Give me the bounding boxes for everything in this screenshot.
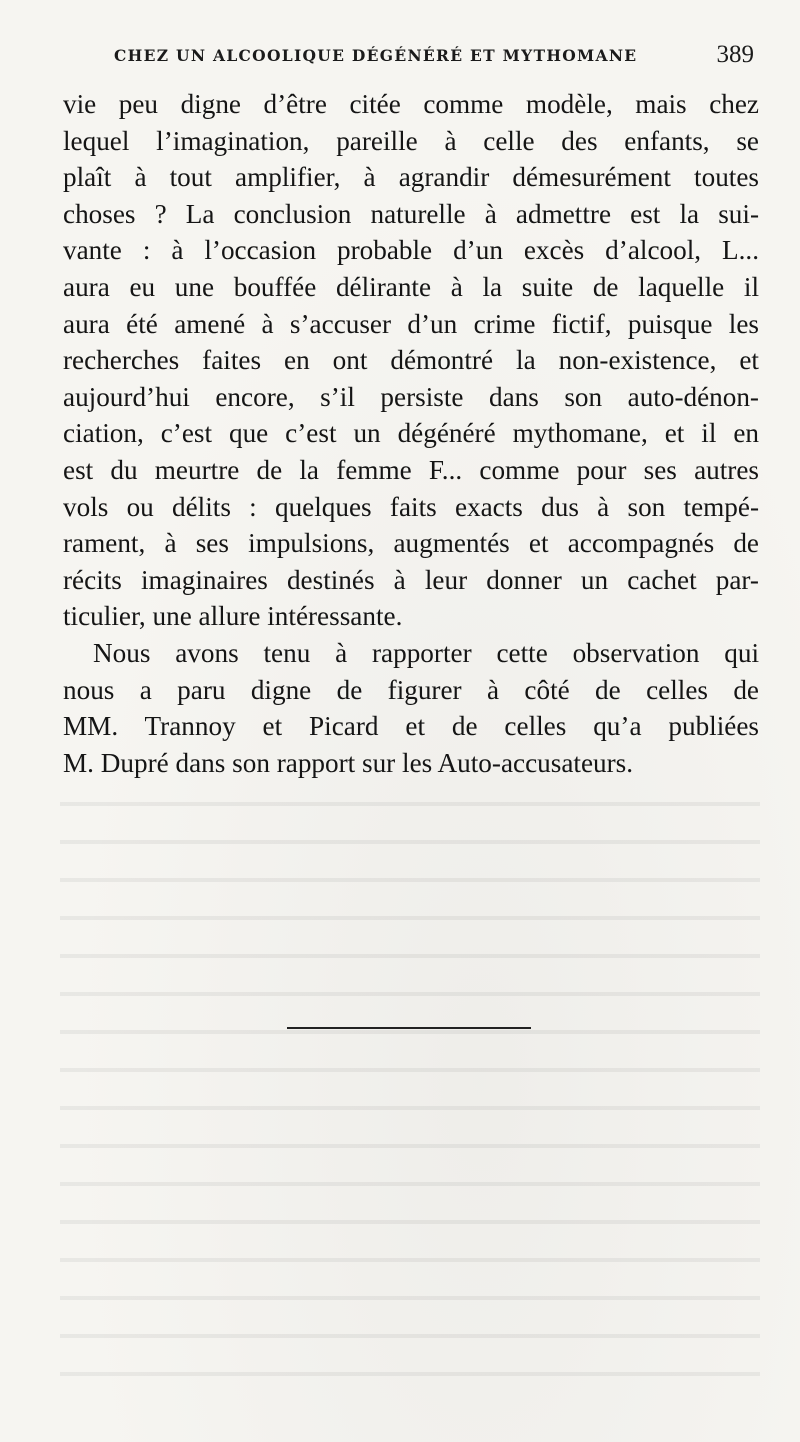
text-line: est du meurtre de la femme F... comme pour ses autres (63, 454, 759, 485)
text-line: aura été amené à s’accuser d’un crime fictif, puisque les (63, 308, 759, 339)
page-number: 389 (716, 41, 754, 68)
text-line: ciation, c’est que c’est un dégénéré mythomane, et il en (63, 418, 759, 449)
text-line: aura eu une bouffée délirante à la suite de laquelle il (63, 271, 759, 302)
running-header (62, 38, 762, 70)
show-through-texture (60, 780, 760, 1400)
text-line: vols ou délits : quelques faits exacts dus à son tempé- (63, 491, 759, 522)
running-title: CHEZ UN ALCOOLIQUE DÉGÉNÉRÉ ET MYTHOMANE (114, 46, 638, 65)
text-line: plaît à tout amplifier, à agrandir démesurément toutes (63, 162, 759, 193)
text-line: lequel l’imagination, pareille à celle des enfants, se (63, 125, 759, 156)
section-end-rule (287, 1027, 531, 1029)
text-line: ticulier, une allure intéressante. (63, 601, 403, 632)
body-text (63, 86, 759, 781)
text-line: vie peu digne d’être citée comme modèle, mais chez (63, 89, 759, 119)
text-line: MM. Trannoy et Picard et de celles qu’a publiées (63, 711, 759, 742)
text-line: vante : à l’occasion probable d’un excès d’alcool, L... (63, 235, 759, 266)
paragraph-first-line: Nous avons tenu à rapporter cette observation qui (93, 637, 759, 668)
text-line: recherches faites en ont démontré la non-existence, et (63, 345, 759, 376)
text-line: M. Dupré dans son rapport sur les Auto-accusateurs. (63, 747, 634, 778)
text-line: aujourd’hui encore, s’il persiste dans son auto-dénon- (63, 381, 759, 412)
text-line: récits imaginaires destinés à leur donner un cachet par- (63, 564, 759, 595)
text-line: nous a paru digne de figurer à côté de celles de (63, 674, 759, 705)
text-line: rament, à ses impulsions, augmentés et accompagnés de (63, 528, 759, 559)
text-line: choses ? La conclusion naturelle à admettre est la sui- (63, 198, 759, 229)
